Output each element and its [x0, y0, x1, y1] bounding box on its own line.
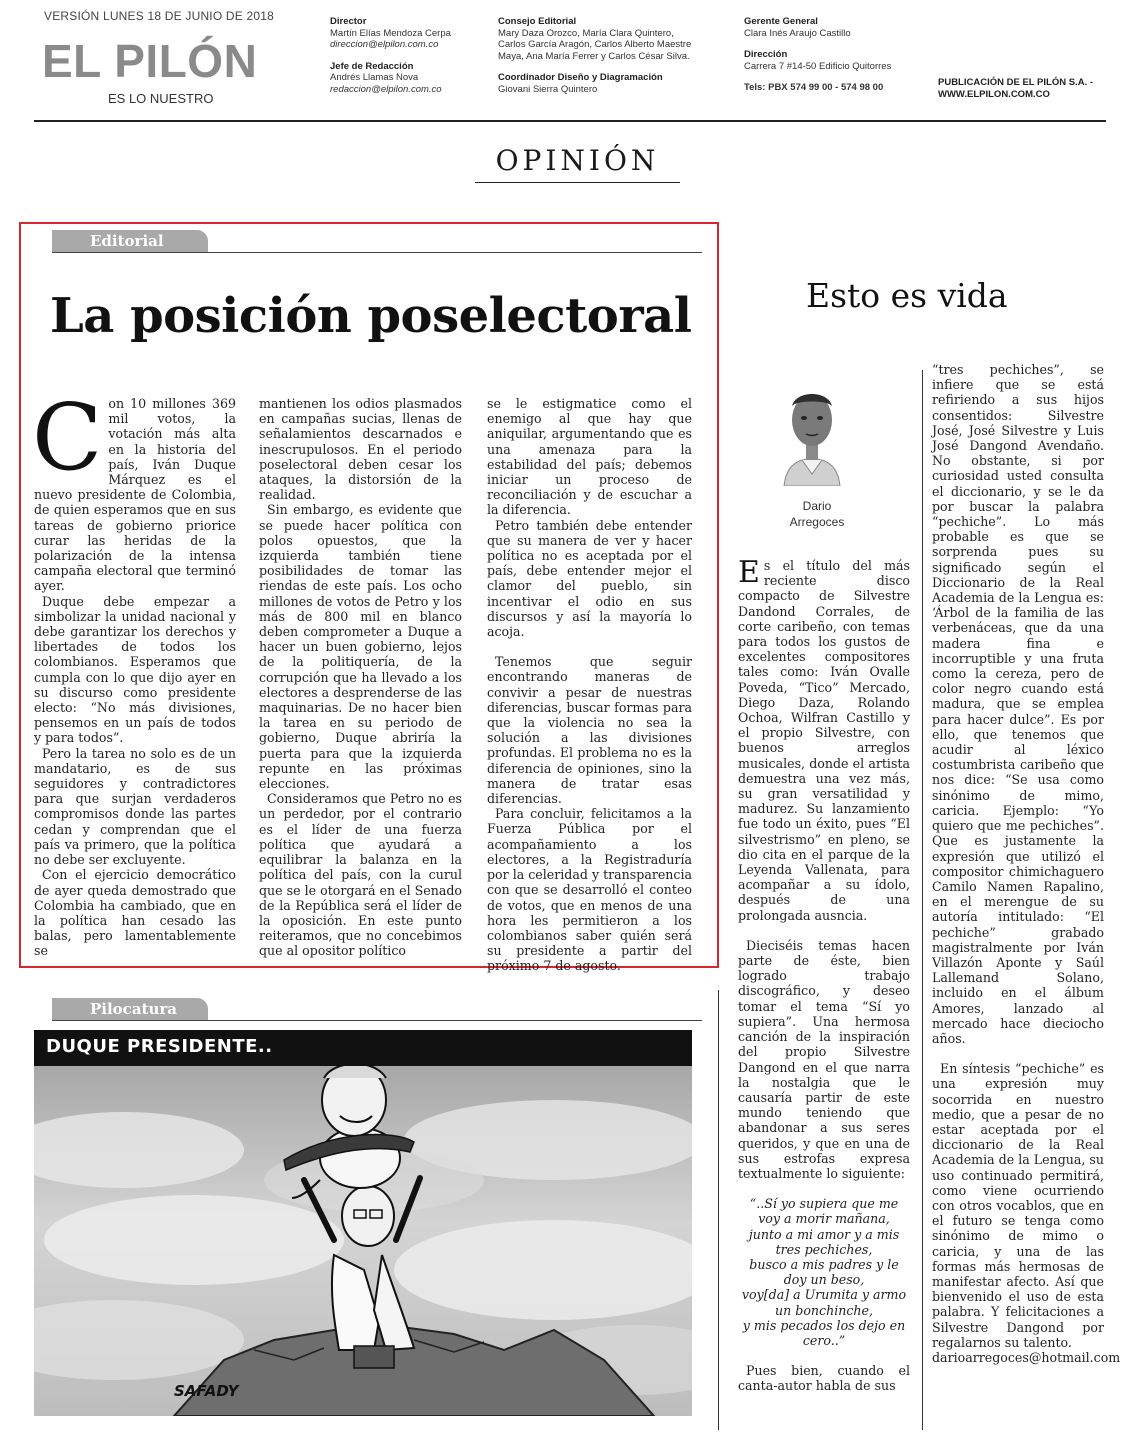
opinion-column-a: Es el título del más reciente disco compacto de Silvestre Dandond Corrales, de corte caribeño, con temas para todos los gustos de excelentes compositores tales como: Iván Ovalle Poveda, “Tico” Mercado, Diego Daza, Rolando Ochoa, Wilfran Castillo y el propio Silvestre, con buenos arreglos musicales, donde el artista demuestra una vez más, su gran versatilidad y madurez. Su lanzamiento fue todo un éxito, pues “El silvestrismo” en pleno, se dio cita en el parque de la Leyenda Vallenata, para acompañar a su ídolo, después de una prolongada ausncia. Dieciséis temas hacen parte de éste, bien logrado trabajo discográfico, y deseo tomar el tema “Sí yo supiera”. Una hermosa canción de la inspiración del propio Silvestre Dangond en el que narra la nostalgia que le causaría partir de este mundo teniendo que abandonar a sus seres queridos, y que en una de sus estrofas expresa textualmente lo siguiente: “..Sí yo supiera que me voy a morir mañana, junto a mi amor y a mis tres pechiches, busco a mis padres y le doy un beso, voy[da] a Urumita y armo un bonchinche, y mis pecados los dejo en cero..” Pues bien, cuando el canta-autor habla de sus — [738, 555, 910, 1394]
column-title: Esto es vida — [806, 276, 1008, 315]
editorial-tag: Editorial — [52, 230, 208, 252]
caricature-drawing — [34, 1030, 692, 1416]
cartoon-tag-rule — [52, 1020, 702, 1021]
phones: Tels: PBX 574 99 00 - 574 98 00 — [744, 82, 884, 93]
cartoon-title: DUQUE PRESIDENTE.. — [46, 1036, 273, 1057]
cartoonist-signature: SAFADY — [174, 1382, 239, 1400]
credits-director: Director Martín Elías Mendoza Cerpa direccion@elpilon.com.co Jefe de Redacción Andrés Llamas Nova redaccion@elpilon.com.co — [330, 16, 451, 95]
chief-email[interactable]: redaccion@elpilon.com.co — [330, 83, 442, 95]
author-photo — [780, 376, 844, 486]
editorial-headline: La posición poselectoral — [50, 288, 692, 344]
newspaper-logo[interactable]: EL PILÓN — [42, 35, 258, 87]
masthead-rule — [34, 120, 1106, 122]
credits-board: Consejo Editorial Mary Daza Orozco, María Clara Quintero, Carlos García Aragón, Carlos Alberto Maestre Maya, Ana María Ferrer y Carlos César Silva. Coordinador Diseño y Diagramación Giovani Sierra Quintero — [498, 16, 692, 95]
drop-cap: C — [32, 384, 103, 491]
section-title: OPINIÓN — [495, 144, 660, 177]
editorial-column-2: mantienen los odios plasmados en campañas sucias, llenas de señalamientos descarnados e inescrupulosos. En el periodo poselectoral deben cesar los ataques, la distorsión de la realidad. Sin embargo, es evidente que se puede hacer política con polos opuestos, que la izquierda también tiene posibilidades de tomar las riendas de este país. Los ocho millones de votos de Petro y los más de 800 mil en blanco deben comprometer a Duque a hacer un buen gobierno, lejos de la politiquería, de la corrupción que ha llevado a los electores a desprenderse de las maquinarias. De no hacer bien la tarea en su periodo de gobierno, Duque abriría la puerta para que la izquierda repunte en las próximas elecciones. Consideramos que Petro no es un perdedor, por el contrario es el líder de una fuerza política que ayudará a equilibrar la balanza en la política del país, con la curul que se le otorgará en el Senado de la República será el líder de la oposición. En este punto reiteramos, que no concebimos que al opositor político — [259, 396, 462, 959]
cartoon-title-bar — [34, 1030, 692, 1066]
masthead — [0, 0, 1128, 122]
editorial-column-1: Con 10 millones 369 mil votos, la votación más alta en la historia del país, Iván Duque Márquez es el nuevo presidente de Colombia, de quien esperamos que en sus tareas de gobierno priorice curar las heridas de la polarización de la intensa campaña electoral que terminó ayer. Duque debe empezar a simbolizar la unidad nacional y debe garantizar los derechos y libertades de todos los colombianos. Esperamos que cumpla con lo que dijo ayer en su discurso como presidente electo: “No más divisiones, pensemos en un país de todos y para todos”. Pero la tarea no solo es de un mandatario, es de sus seguidores y contradictores para que surjan verdaderos compromisos donde las partes cedan y comprendan que el país va primero, que la política no debe ser excluyente. Con el ejercicio democrático de ayer queda demostrado que Colombia ha cambiado, que en la política han cesado las balas, pero lamentablemente se — [32, 384, 236, 959]
website-link[interactable]: WWW.ELPILON.COM.CO — [938, 89, 1050, 100]
author-email[interactable]: darioarregoces@hotmail.com — [932, 1350, 1121, 1365]
publisher-info: PUBLICACIÓN DE EL PILÓN S.A. - WWW.ELPILON.COM.CO — [938, 77, 1094, 100]
caricature-illustration — [34, 1030, 692, 1416]
newspaper-slogan: ES LO NUESTRO — [108, 91, 214, 106]
opinion-column-b: “tres pechiches”, se infiere que se está refiriendo a sus hijos consentidos: Silvestre José, José Silvestre y Luis José Dangond Avendaño. No obstante, si por curiosidad usted consulta el diccionario, y se le da por buscar la palabra “pechiche”. Lo más probable es que se sorprenda pues su significado según el Diccionario de la Real Academia de la Lengua es: ‘Árbol de la familia de las verbenáceas, que da una madera fina e incorruptible y una fruta como la cereza, pero de color negro cuando está madura, que se emplea para hacer dulce”. Es por ello, que tenemos que acudir al léxico costumbrista caribeño que nos dice: “Se usa como sinónimo de mimo, caricia. Ejemplo: “Yo quiero que me pechiches”. Que es justamente la expresión que utilizó el compositor chimichaguero Camilo Namen Rapalino, en el merengue de su autoría intitulado: “El pechiche” grabado magistralmente por Iván Villazón Aponte y Saúl Lallemand Solano, incluido en el álbum Amores, lanzado al mercado hace dieciocho años. En síntesis “pechiche” es una expresión muy socorrida en nuestro medio, que a pesar de no estar aceptada por el diccionario de la Real Academia de la Lengua, su uso continuado permitirá, como viene ocurriendo con otros vocablos, que en el futuro se tenga como sinónimo de mimo o caricia, y una de las formas más hermosas de manifestar afecto. Así que bienvenido el uso de esta palabra. Y felicitaciones a Silvestre Dangond por regalarnos su talento. darioarregoces@hotmail.com — [932, 362, 1121, 1365]
editorial-tag-rule — [52, 252, 702, 253]
author-byline: Dario Arregoces — [789, 499, 845, 529]
column-divider-inner — [922, 370, 923, 1430]
song-lyrics-quote: “..Sí yo supiera que me voy a morir mañana, junto a mi amor y a mis tres pechiches, busco a mis padres y le doy un beso, voy[da] a Urumita y armo un bonchinche, y mis pecados los dejo en cero..” — [741, 1196, 907, 1348]
editorial-column-3: se le estigmatice como el enemigo al que hay que aniquilar, argumentando que es una amenaza para la estabilidad del país; debemos iniciar un proceso de reconciliación y de escuchar a la diferencia. Petro también debe entender que su manera de ver y hacer política no es aceptada por el país, debe entender mejor el clamor del pueblo, sin incentivar el odio en sus discursos y así la mayoría lo acoja. Tenemos que seguir encontrando maneras de convivir a pesar de nuestras diferencias, buscar formas para que la violencia no sea la solución a las divisiones profundas. El problema no es la diferencia de opiniones, sino la manera de tratar esas diferencias. Para concluir, felicitamos a la Fuerza Pública por el acompañamiento a los electores, a la Registraduría por la celeridad y transparencia con que se desarrolló el conteo de votos, que en menos de una hora les permitieron a los colombianos saber quién será su presidente a partir del próximo 7 de agosto. — [487, 396, 692, 974]
column-divider — [718, 990, 719, 1430]
cartoon-tag: Pilocatura — [52, 998, 208, 1020]
credits-management: Gerente General Clara Inés Araujo Castillo Dirección Carrera 7 #14-50 Edificio Quitorres Tels: PBX 574 99 00 - 574 98 00 — [744, 16, 892, 93]
edition-date: VERSIÓN LUNES 18 DE JUNIO DE 2018 — [44, 9, 275, 23]
section-underline — [475, 182, 680, 183]
director-email[interactable]: direccion@elpilon.com.co — [330, 39, 439, 50]
drop-cap-small: E — [738, 555, 760, 590]
